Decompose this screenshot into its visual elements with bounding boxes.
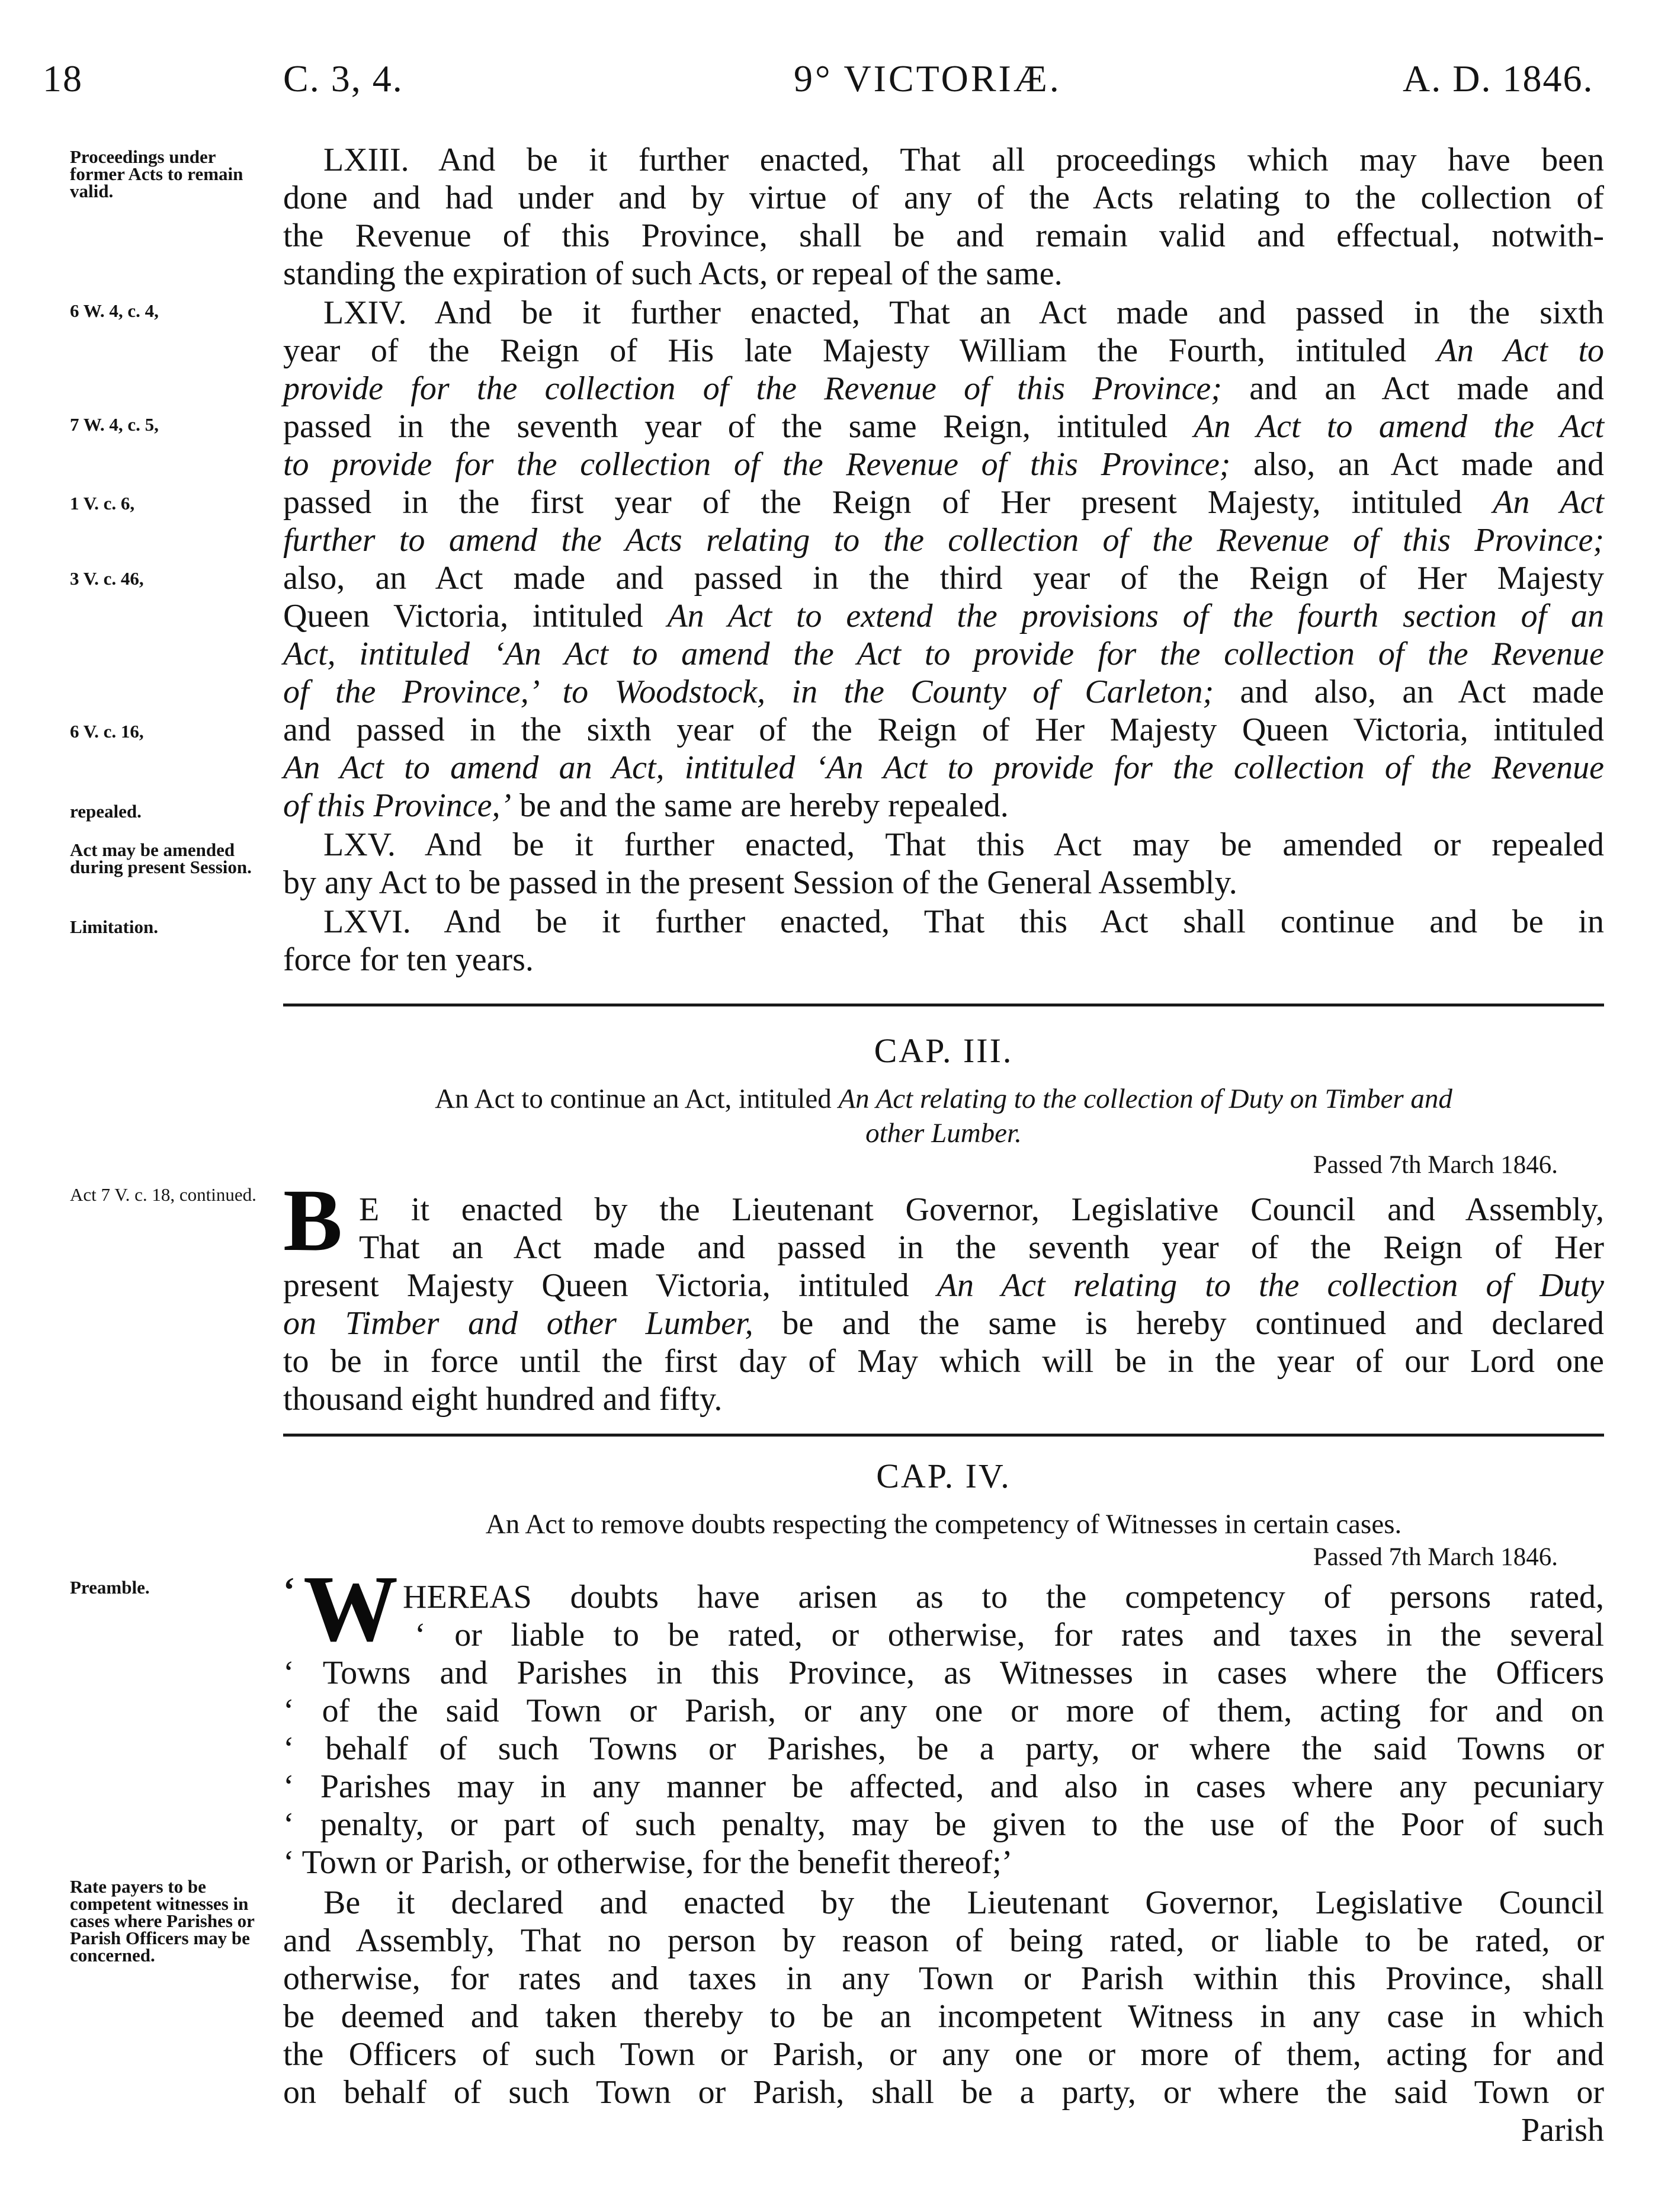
section-64-line [283,445,1604,483]
margin-note-limitation: Limitation. [70,916,158,937]
section-64-text: passed in the first year of the Reign of Her present Majesty, intituled [283,484,1462,521]
cap-3-line [283,1304,1604,1342]
preamble-line: ‘ Parishes may in any manner be affected, and also in cases where any pecuniary [283,1768,1604,1805]
act-title-italic: An Act [1493,484,1604,521]
section-64-line: also, an Act made and passed in the third year of the Reign of Her Majesty [283,560,1604,597]
act-title-italic: An Act relating to the collection of Duty [936,1267,1605,1304]
margin-note-6-v-c16: 6 V. c. 16, [70,721,144,742]
preamble-line: ‘ behalf of such Towns or Parishes, be a party, or where the said Towns or [283,1730,1604,1767]
preamble-line: ‘ penalty, or part of such penalty, may be given to the use of the Poor of such [283,1806,1604,1843]
margin-note-rate-payers: Rate payers to be competent witnesses in cases where Parishes or Parish Officers may be concerned. [70,1876,255,1966]
preamble-line: ‘ or liable to be rated, or otherwise, for rates and taxes in the several [415,1617,1604,1653]
section-64-text: also, an Act made and [1253,446,1605,483]
section-64-line [283,483,1604,521]
margin-note-1-v-c6: 1 V. c. 6, [70,493,135,514]
section-64-line [283,408,1604,445]
cap-3-long-title-cont: other Lumber. [865,1118,1022,1149]
opening-quote-mark: ‘ [283,1570,295,1610]
section-63-line: LXIII. And be it further enacted, That all proceedings which may have been [323,142,1604,178]
enactment-line: and Assembly, That no person by reason of being rated, or liable to be rated, or [283,1922,1604,1959]
section-64-text: be and the same are hereby repealed. [519,787,1009,824]
section-64-line: An Act to amend an Act, intituled ‘An Act to provide for the collection of the Revenue [283,749,1604,786]
section-64-line: further to amend the Acts relating to the collection of the Revenue of this Province; [283,522,1604,559]
chapter-reference: C. 3, 4. [283,57,403,100]
section-65-line: by any Act to be passed in the present Session of the General Assembly. [283,864,1237,901]
section-64-line [283,370,1604,408]
preamble-line: ‘ of the said Town or Parish, or any one or more of them, acting for and on [283,1692,1604,1729]
page-number: 18 [43,57,83,100]
section-64-line: Act, intituled ‘An Act to amend the Act to provide for the collection of the Revenue [283,636,1604,672]
cap-3-line: thousand eight hundred and fifty. [283,1381,723,1418]
section-64-text: year of the Reign of His late Majesty William the Fourth, intituled [283,332,1407,369]
section-64-line [283,673,1604,711]
regnal-year-title: 9° VICTORIÆ. [794,57,1061,100]
section-64-line [283,597,1604,635]
act-title-italic: An Act to [1436,332,1605,369]
act-title-italic: on Timber and other Lumber, [283,1305,753,1342]
section-64-line: and passed in the sixth year of the Reign of Her Majesty Queen Victoria, intituled [283,711,1604,748]
act-title-italic: An Act to extend the provisions of the fourth section of an [667,598,1605,634]
cap-3-text: be and the same is hereby continued and declared [782,1305,1605,1342]
act-title-italic: of this Province,’ [283,787,512,824]
section-63-line: standing the expiration of such Acts, or repeal of the same. [283,255,1063,292]
margin-note-preamble: Preamble. [70,1577,150,1598]
margin-note-act-continued: Act 7 V. c. 18, continued. [70,1184,256,1205]
cap-3-line: E it enacted by the Lieutenant Governor, Legislative Council and Assembly, [359,1191,1604,1228]
section-64-line [283,332,1604,370]
cap-3-line: to be in force until the first day of May which will be in the year of our Lord one [283,1343,1604,1380]
margin-note-6-w4-c4: 6 W. 4, c. 4, [70,300,159,321]
section-63-line: the Revenue of this Province, shall be and remain valid and effectual, notwith- [283,217,1604,254]
section-66-line: force for ten years. [283,941,534,978]
enactment-line: Be it declared and enacted by the Lieutenant Governor, Legislative Council [323,1884,1604,1921]
cap-3-drop-cap: B [283,1171,343,1270]
margin-note-repealed: repealed. [70,801,142,822]
section-64-text: passed in the seventh year of the same Reign, intituled [283,408,1168,445]
margin-note-amendment: Act may be amended during present Session. [70,839,252,877]
preamble-line: ‘ Towns and Parishes in this Province, as Witnesses in cases where the Officers [283,1655,1604,1691]
section-divider [283,1004,1604,1006]
act-title-italic: to provide for the collection of the Revenue of this Province; [283,446,1231,483]
enactment-line: be deemed and taken thereby to be an incompetent Witness in any case in which [283,1998,1604,2035]
enactment-line: otherwise, for rates and taxes in any Town or Parish within this Province, shall [283,1960,1604,1997]
section-divider [283,1434,1604,1437]
section-64-text: and an Act made and [1249,370,1604,407]
cap-3-long-title [283,1082,1604,1116]
preamble-line: HEREAS doubts have arisen as to the competency of persons rated, [403,1579,1604,1615]
cap-3-line [283,1267,1604,1304]
section-66-line: LXVI. And be it further enacted, That this Act shall continue and be in [323,903,1604,940]
preamble-line: ‘ Town or Parish, or otherwise, for the benefit thereof;’ [283,1844,1013,1881]
cap-4-long-title: An Act to remove doubts respecting the competency of Witnesses in certain cases. [485,1509,1402,1540]
catchword: Parish [1521,2112,1604,2149]
cap-3-line: That an Act made and passed in the seventh year of the Reign of Her [359,1229,1604,1266]
margin-note-proceedings-valid: Proceedings under former Acts to remain valid. [70,146,243,201]
cap-3-heading: CAP. III. [874,1031,1013,1070]
section-64-text: and also, an Act made [1240,674,1605,710]
cap-3-title-italic: An Act relating to the collection of Duty on Timber and [838,1083,1452,1114]
act-title-italic: An Act to amend the Act [1194,408,1604,445]
cap-4-passed-date: Passed 7th March 1846. [1313,1543,1558,1571]
act-title-italic: provide for the collection of the Revenue of this Province; [283,370,1222,407]
section-65-line: LXV. And be it further enacted, That this Act may be amended or repealed [323,826,1604,863]
margin-note-7-w4-c5: 7 W. 4, c. 5, [70,414,159,435]
anno-domini: A. D. 1846. [1403,57,1594,100]
cap-3-passed-date: Passed 7th March 1846. [1313,1151,1558,1179]
act-title-italic: of the Province,’ to Woodstock, in the County of Carleton; [283,674,1214,710]
cap-3-title-text: An Act to continue an Act, intituled [435,1083,832,1114]
section-63-line: done and had under and by virtue of any of the Acts relating to the collection of [283,179,1604,216]
cap-3-text: present Majesty Queen Victoria, intituled [283,1267,909,1304]
margin-note-3-v-c46: 3 V. c. 46, [70,568,144,589]
section-64-text: Queen Victoria, intituled [283,598,643,634]
cap-4-heading: CAP. IV. [876,1457,1011,1495]
section-64-line: LXIV. And be it further enacted, That an Act made and passed in the sixth [323,294,1604,331]
enactment-line: on behalf of such Town or Parish, shall be a party, or where the said Town or [283,2074,1604,2111]
enactment-line: the Officers of such Town or Parish, or any one or more of them, acting for and [283,2036,1604,2073]
section-64-line [283,787,1604,825]
cap-4-drop-cap: W [303,1556,398,1661]
